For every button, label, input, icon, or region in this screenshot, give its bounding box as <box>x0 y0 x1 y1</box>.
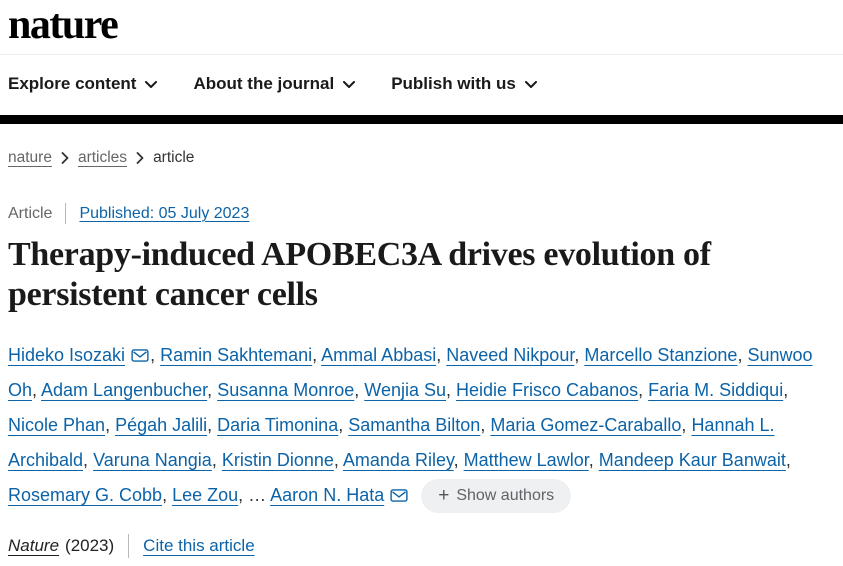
email-icon[interactable] <box>131 349 149 362</box>
author-link[interactable]: Hideko Isozaki <box>8 345 126 365</box>
breadcrumb-nature[interactable]: nature <box>8 149 52 166</box>
chevron-down-icon <box>343 81 355 89</box>
author-link[interactable]: Heidie Frisco Cabanos <box>456 380 639 400</box>
header-bar <box>0 115 843 124</box>
author-link[interactable]: Susanna Monroe <box>217 380 355 400</box>
author-link[interactable]: Matthew Lawlor <box>463 450 589 470</box>
author-link[interactable]: Adam Langenbucher <box>41 380 208 400</box>
author-list: Hideko Isozaki , Ramin Sakhtemani, Ammal Abbasi, Naveed Nikpour, Marcello Stanzione, Sunwoo Oh, Adam Langenbucher, Susanna Monroe, Wenjia Su, Heidie Frisco Cabanos, Faria M. Siddiqui, Nicole Phan, Pégah Jalili, Daria Timonina, Samantha Bilton, Maria Gomez-Caraballo, Hannah L. Archibald, Varuna Nangia, Kristin Dionne, Amanda Riley, Matthew Lawlor, Mandeep Kaur Banwait, Rosemary G. Cobb, Lee Zou, … Aaron N. Hata <box>8 345 813 505</box>
nav-publish-with-us[interactable] <box>391 74 537 94</box>
author-link[interactable]: Kristin Dionne <box>221 450 334 470</box>
show-authors-label: Show authors <box>456 487 555 505</box>
chevron-down-icon <box>145 81 157 89</box>
chevron-down-icon <box>525 81 537 89</box>
article-meta <box>8 203 835 224</box>
vertical-divider <box>128 534 129 558</box>
author-link[interactable]: Lee Zou <box>172 485 239 505</box>
main-nav <box>0 55 843 115</box>
journal-year: (2023) <box>65 536 115 556</box>
author-link[interactable]: Faria M. Siddiqui <box>648 380 784 400</box>
author-list-paragraph <box>8 338 835 513</box>
author-link[interactable]: Nicole Phan <box>8 415 106 435</box>
citation-row <box>8 534 835 558</box>
author-link[interactable]: Amanda Riley <box>342 450 454 470</box>
main-content <box>0 149 843 558</box>
journal-link[interactable]: Nature <box>8 536 60 556</box>
nav-label: Explore content <box>8 74 137 93</box>
author-link[interactable]: Aaron N. Hata <box>270 485 385 505</box>
nav-explore-content[interactable] <box>8 74 157 94</box>
email-icon[interactable] <box>390 489 408 502</box>
author-link[interactable]: Ammal Abbasi <box>321 345 437 365</box>
author-link[interactable]: Samantha Bilton <box>348 415 481 435</box>
author-link[interactable]: Wenjia Su <box>364 380 447 400</box>
author-link[interactable]: Sunwoo Oh <box>8 345 813 400</box>
article-type-label: Article <box>8 204 53 222</box>
author-link[interactable]: Ramin Sakhtemani <box>160 345 313 365</box>
plus-icon: + <box>438 485 450 507</box>
published-date-link[interactable]: Published: 05 July 2023 <box>79 204 250 222</box>
nav-label: Publish with us <box>391 74 516 93</box>
nav-label: About the journal <box>193 74 335 93</box>
author-link[interactable]: Naveed Nikpour <box>446 345 575 365</box>
breadcrumb-articles[interactable]: articles <box>77 149 128 166</box>
site-header <box>0 0 843 124</box>
vertical-divider <box>65 203 66 224</box>
author-link[interactable]: Maria Gomez-Caraballo <box>490 415 682 435</box>
cite-this-article-link[interactable]: Cite this article <box>143 536 255 556</box>
nature-logo[interactable]: nature <box>8 2 118 48</box>
logo-row <box>0 0 843 54</box>
author-link[interactable]: Pégah Jalili <box>115 415 208 435</box>
article-title: Therapy-induced APOBEC3A drives evolution of persistent cancer cells <box>8 236 711 313</box>
chevron-right-icon <box>136 152 144 164</box>
author-link[interactable]: Rosemary G. Cobb <box>8 485 163 505</box>
author-link[interactable]: Hannah L. Archibald <box>8 415 775 470</box>
chevron-right-icon <box>61 152 69 164</box>
breadcrumb <box>8 149 835 167</box>
author-link[interactable]: Marcello Stanzione <box>584 345 738 365</box>
breadcrumb-article: article <box>153 149 195 166</box>
author-link[interactable]: Varuna Nangia <box>93 450 212 470</box>
author-link[interactable]: Daria Timonina <box>217 415 339 435</box>
author-link[interactable]: Mandeep Kaur Banwait <box>598 450 786 470</box>
nav-about-the-journal[interactable] <box>193 74 355 94</box>
show-authors-button[interactable] <box>421 479 571 513</box>
